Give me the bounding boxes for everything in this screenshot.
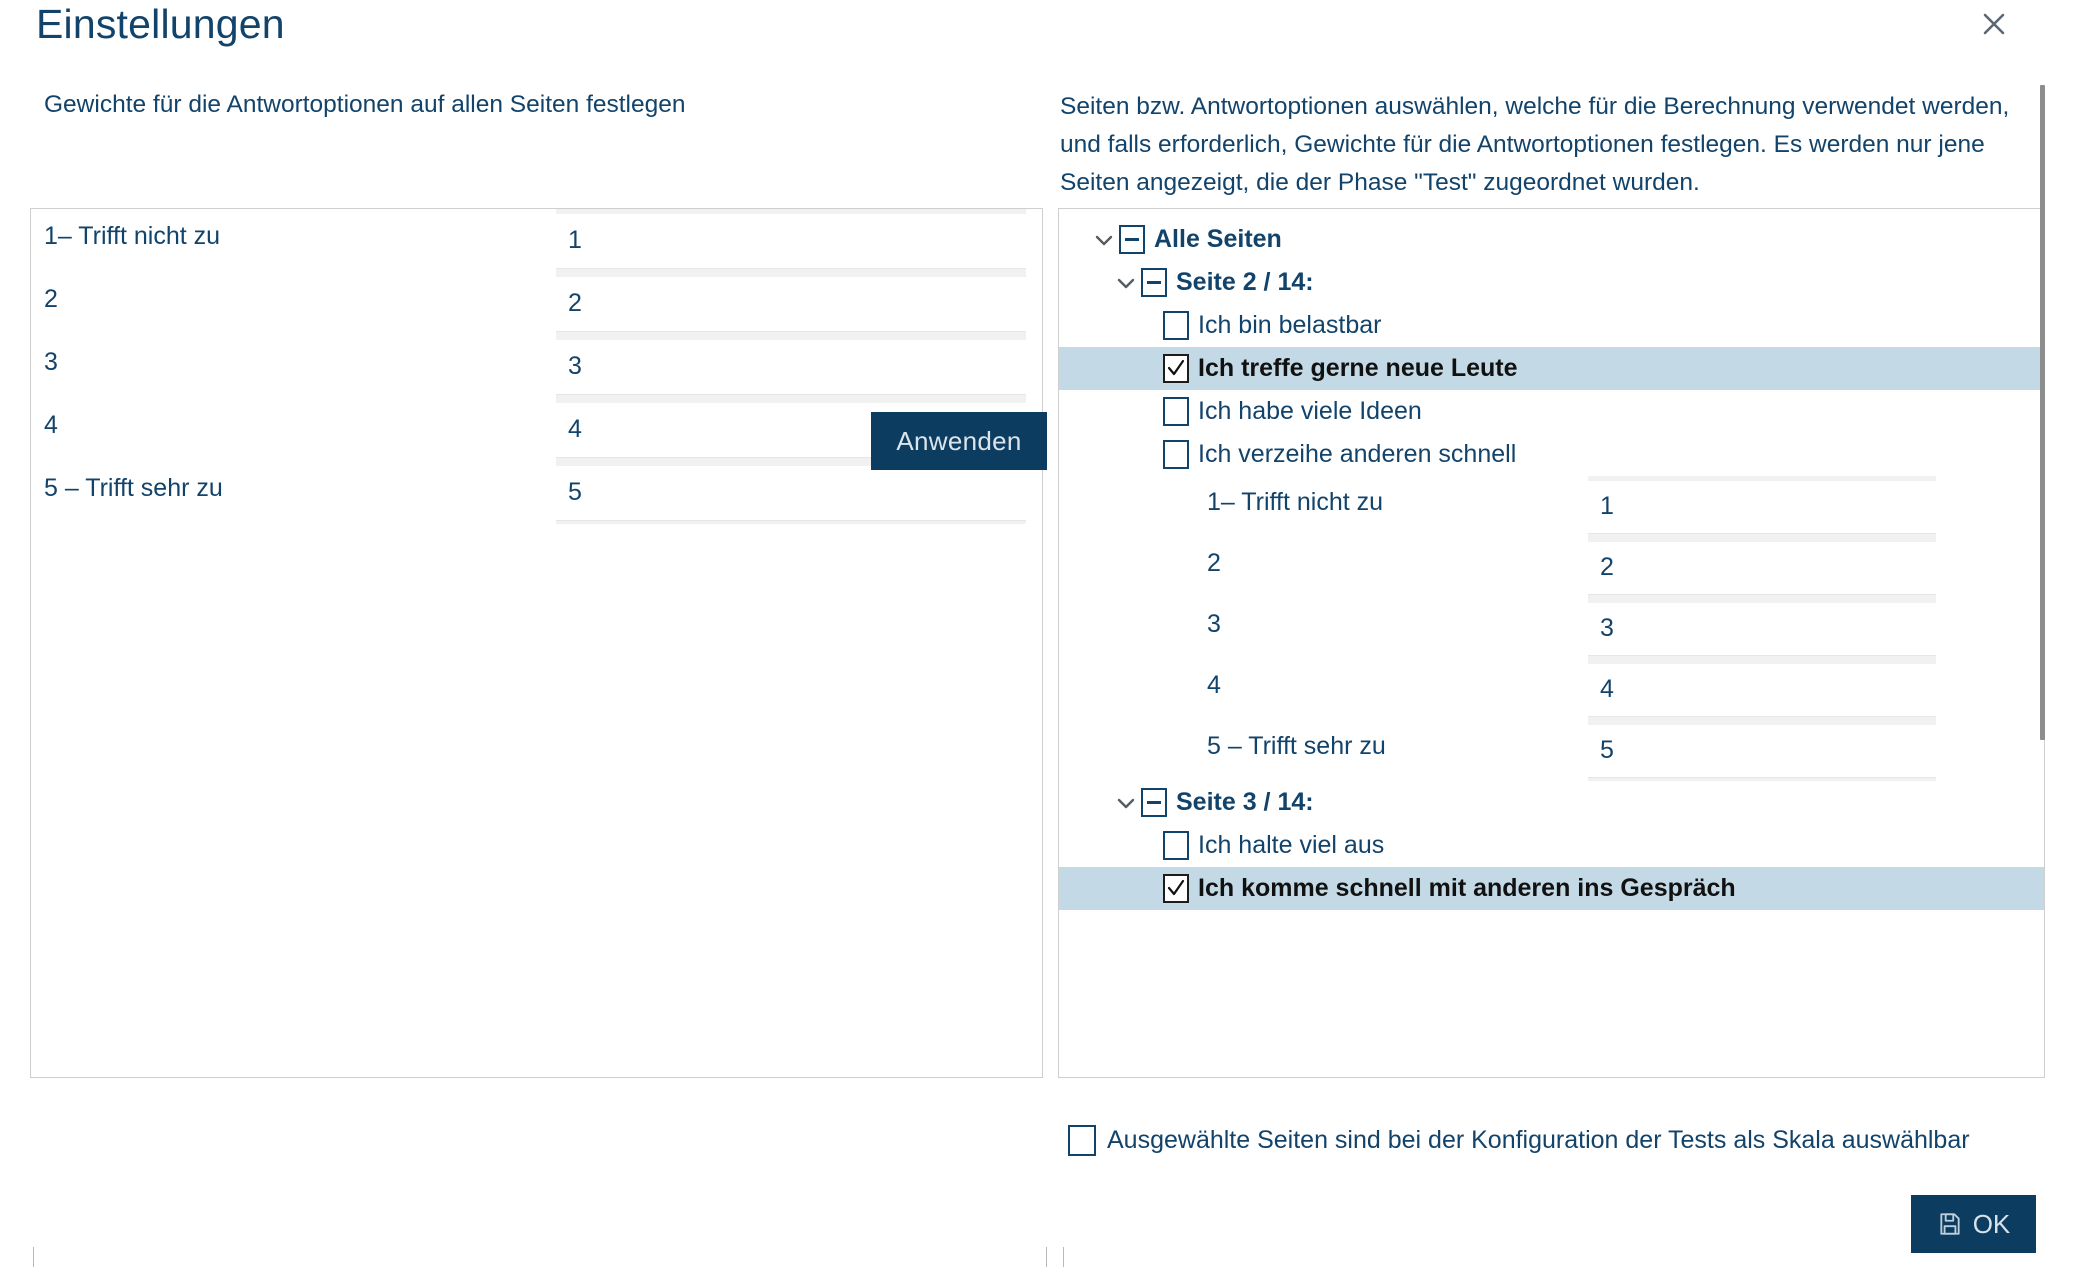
close-icon[interactable] [1976, 6, 2012, 42]
right-column-description: Seiten bzw. Antwortoptionen auswählen, welche für die Berechnung verwendet werden, und falls erforderlich, Gewichte für die Antwortoptionen festlegen. Es werden nur jene Seiten angezeigt, die der Phase "Test" zugeordnet wurden. [1060, 93, 2010, 196]
tree-weight-input[interactable] [1588, 481, 1936, 533]
scale-selectable-label: Ausgewählte Seiten sind bei der Konfiguration der Tests als Skala auswählbar [1107, 1126, 1970, 1154]
weight-row [31, 335, 1042, 398]
tree-item-label: Ich komme schnell mit anderen ins Gespräch [1198, 874, 1736, 902]
chevron-down-icon[interactable] [1089, 225, 1119, 255]
scale-selectable-checkbox-row[interactable] [1068, 1125, 1970, 1156]
checkbox-unchecked[interactable] [1163, 440, 1189, 469]
weight-input[interactable] [556, 466, 1026, 520]
global-weights-panel [30, 208, 1043, 1078]
tree-weight-label: 5 – Trifft sehr zu [1207, 732, 1386, 760]
checkbox-checked[interactable] [1163, 354, 1189, 383]
weight-label: 3 [44, 348, 58, 376]
divider-tick [1063, 1247, 1064, 1267]
scrollbar-thumb[interactable] [2040, 85, 2045, 740]
checkbox-unchecked[interactable] [1163, 831, 1189, 860]
page-selection-panel [1058, 208, 2045, 1078]
tree-weight-input-wrap [1588, 720, 1936, 781]
tree-item-ich-bin-belastbar[interactable] [1059, 304, 2044, 347]
tree-weight-input[interactable] [1588, 664, 1936, 716]
tree-node-alle-seiten[interactable] [1059, 218, 2044, 261]
tree-item-label: Ich verzeihe anderen schnell [1198, 440, 1517, 468]
tree-node-label: Seite 2 / 14: [1176, 268, 1314, 296]
weight-row [31, 209, 1042, 272]
tree-weight-row [1059, 537, 2044, 598]
chevron-down-icon[interactable] [1111, 268, 1141, 298]
weight-input-wrap [556, 209, 1026, 272]
tree-weight-row [1059, 659, 2044, 720]
tree-item-label: Ich bin belastbar [1198, 311, 1382, 339]
checkbox-indeterminate[interactable] [1119, 225, 1145, 254]
tree-item-ich-halte-viel-aus[interactable] [1059, 824, 2044, 867]
tree-weight-row [1059, 598, 2044, 659]
tree-weight-row [1059, 476, 2044, 537]
apply-button[interactable]: Anwenden [871, 412, 1047, 470]
tree-weight-label: 4 [1207, 671, 1221, 699]
weight-row [31, 272, 1042, 335]
tree-item-ich-verzeihe-anderen-schnell[interactable] [1059, 433, 2044, 476]
ok-button[interactable] [1911, 1195, 2036, 1253]
page-title: Einstellungen [36, 1, 285, 47]
tree-weight-input[interactable] [1588, 603, 1936, 655]
weight-input[interactable] [556, 277, 1026, 331]
weight-input[interactable] [556, 214, 1026, 268]
tree-weight-input[interactable] [1588, 725, 1936, 777]
weight-label: 2 [44, 285, 58, 313]
tree-item-ich-habe-viele-ideen[interactable] [1059, 390, 2044, 433]
checkbox-indeterminate[interactable] [1141, 268, 1167, 297]
chevron-down-icon[interactable] [1111, 788, 1141, 818]
weight-input-wrap [556, 335, 1026, 398]
tree-weight-label: 3 [1207, 610, 1221, 638]
tree-weight-input[interactable] [1588, 542, 1936, 594]
weight-row [31, 461, 1042, 524]
tree-node-label: Seite 3 / 14: [1176, 788, 1314, 816]
tree-weight-input-wrap [1588, 659, 1936, 720]
global-weights-list [31, 209, 1042, 524]
checkbox-unchecked[interactable] [1068, 1125, 1096, 1156]
weight-input-wrap [556, 272, 1026, 335]
tree-item-label: Ich treffe gerne neue Leute [1198, 354, 1518, 382]
weight-input[interactable] [556, 340, 1026, 394]
divider-tick [1046, 1247, 1047, 1267]
tree-weight-label: 1– Trifft nicht zu [1207, 488, 1384, 516]
tree-item-label: Ich halte viel aus [1198, 831, 1385, 859]
tree-item-ich-komme-schnell-mit-anderen-ins-gespraech[interactable] [1059, 867, 2044, 910]
tree-node-seite-3[interactable] [1059, 781, 2044, 824]
page-tree [1059, 218, 2044, 910]
tree-node-label: Alle Seiten [1154, 225, 1282, 253]
tree-node-seite-2[interactable] [1059, 261, 2044, 304]
tree-weight-input-wrap [1588, 598, 1936, 659]
tree-weight-row [1059, 720, 2044, 781]
weight-label: 5 – Trifft sehr zu [44, 474, 223, 502]
checkbox-unchecked[interactable] [1163, 397, 1189, 426]
left-column-description: Gewichte für die Antwortoptionen auf allen Seiten festlegen [44, 91, 686, 118]
tree-weight-input-wrap [1588, 476, 1936, 537]
ok-button-label: OK [1972, 1208, 2011, 1239]
weight-label: 4 [44, 411, 58, 439]
checkbox-checked[interactable] [1163, 874, 1189, 903]
tree-item-label: Ich habe viele Ideen [1198, 397, 1422, 425]
divider-tick [33, 1247, 34, 1267]
tree-item-ich-treffe-gerne-neue-leute[interactable] [1059, 347, 2044, 390]
weight-input-wrap [556, 461, 1026, 524]
tree-weight-input-wrap [1588, 537, 1936, 598]
checkbox-indeterminate[interactable] [1141, 788, 1167, 817]
weight-label: 1– Trifft nicht zu [44, 222, 221, 250]
tree-weight-label: 2 [1207, 549, 1221, 577]
checkbox-unchecked[interactable] [1163, 311, 1189, 340]
save-icon [1937, 1211, 1963, 1237]
